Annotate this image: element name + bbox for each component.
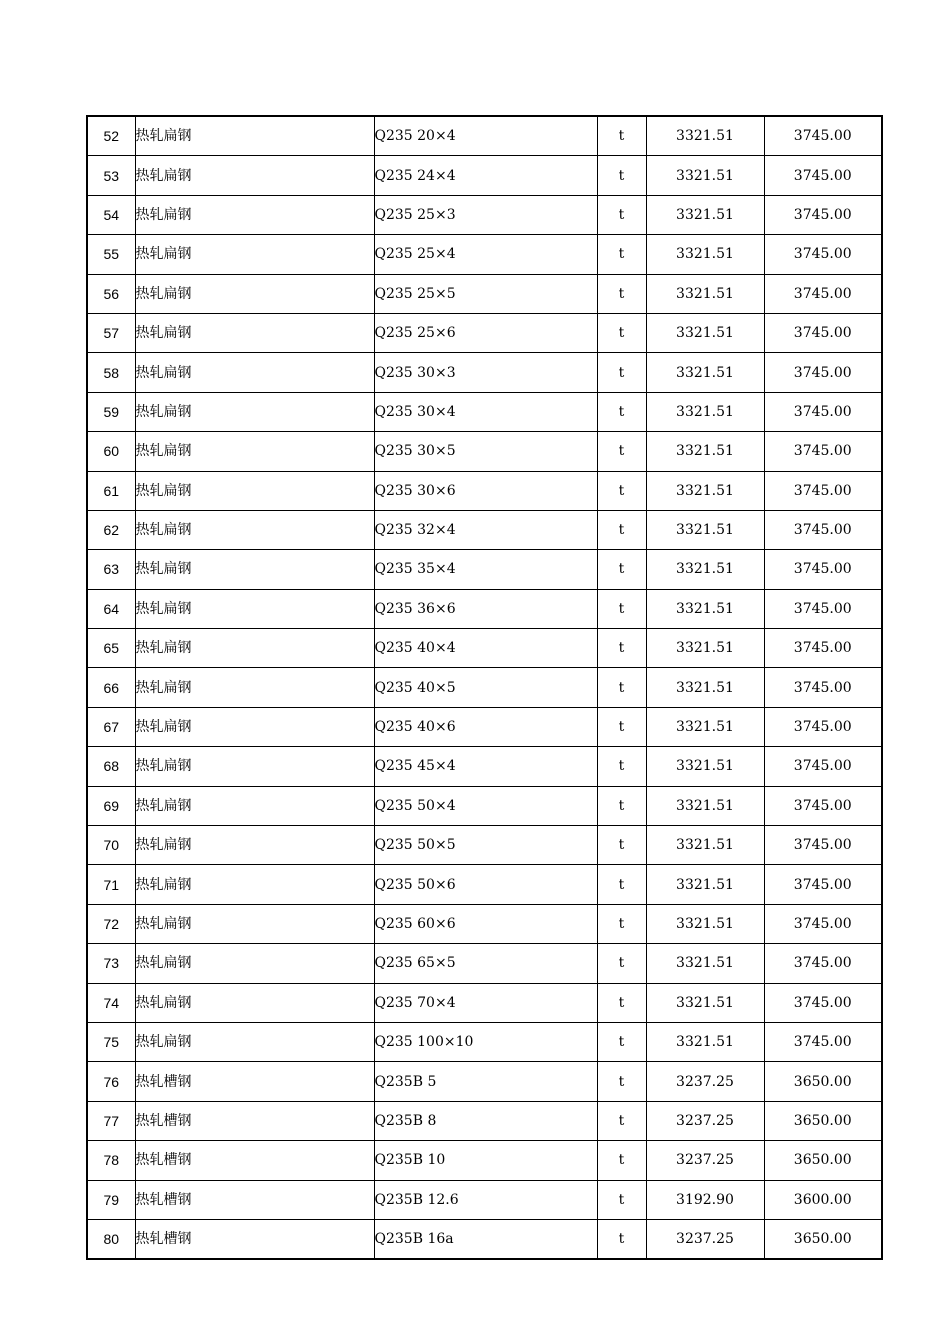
specification-cell: Q235 50×5 — [374, 826, 597, 865]
specification-cell: Q235 25×6 — [374, 313, 597, 352]
material-name-cell: 热轧槽钢 — [135, 1101, 374, 1140]
price-excl-tax-cell: 3321.51 — [646, 235, 764, 274]
price-excl-tax-cell: 3321.51 — [646, 826, 764, 865]
material-name-cell: 热轧扁钢 — [135, 235, 374, 274]
table-row — [87, 353, 882, 392]
row-number-cell: 74 — [87, 983, 135, 1022]
unit-cell: t — [597, 589, 646, 628]
row-number-cell: 64 — [87, 589, 135, 628]
row-number-cell: 80 — [87, 1219, 135, 1259]
specification-cell: Q235 30×5 — [374, 432, 597, 471]
unit-cell: t — [597, 353, 646, 392]
price-incl-tax-cell: 3745.00 — [764, 156, 882, 195]
price-excl-tax-cell: 3321.51 — [646, 550, 764, 589]
price-excl-tax-cell: 3321.51 — [646, 156, 764, 195]
price-incl-tax-cell: 3745.00 — [764, 944, 882, 983]
row-number-cell: 72 — [87, 904, 135, 943]
unit-cell: t — [597, 156, 646, 195]
row-number-cell: 53 — [87, 156, 135, 195]
price-table — [86, 115, 883, 1260]
material-name-cell: 热轧槽钢 — [135, 1062, 374, 1101]
specification-cell: Q235 40×4 — [374, 629, 597, 668]
material-name-cell: 热轧扁钢 — [135, 274, 374, 313]
unit-cell: t — [597, 1141, 646, 1180]
specification-cell: Q235 60×6 — [374, 904, 597, 943]
price-incl-tax-cell: 3650.00 — [764, 1101, 882, 1140]
table-row — [87, 904, 882, 943]
unit-cell: t — [597, 1219, 646, 1259]
table-row — [87, 1101, 882, 1140]
row-number-cell: 65 — [87, 629, 135, 668]
specification-cell: Q235 40×5 — [374, 668, 597, 707]
price-incl-tax-cell: 3745.00 — [764, 116, 882, 156]
material-name-cell: 热轧扁钢 — [135, 826, 374, 865]
row-number-cell: 79 — [87, 1180, 135, 1219]
row-number-cell: 63 — [87, 550, 135, 589]
price-excl-tax-cell: 3321.51 — [646, 747, 764, 786]
table-row — [87, 1219, 882, 1259]
material-name-cell: 热轧扁钢 — [135, 629, 374, 668]
specification-cell: Q235 36×6 — [374, 589, 597, 628]
specification-cell: Q235 35×4 — [374, 550, 597, 589]
table-row — [87, 589, 882, 628]
unit-cell: t — [597, 313, 646, 352]
price-excl-tax-cell: 3321.51 — [646, 983, 764, 1022]
price-incl-tax-cell: 3745.00 — [764, 707, 882, 746]
material-name-cell: 热轧扁钢 — [135, 510, 374, 549]
table-row — [87, 156, 882, 195]
price-excl-tax-cell: 3321.51 — [646, 510, 764, 549]
row-number-cell: 58 — [87, 353, 135, 392]
unit-cell: t — [597, 116, 646, 156]
material-name-cell: 热轧扁钢 — [135, 195, 374, 234]
price-incl-tax-cell: 3745.00 — [764, 550, 882, 589]
material-name-cell: 热轧扁钢 — [135, 707, 374, 746]
price-incl-tax-cell: 3745.00 — [764, 747, 882, 786]
price-excl-tax-cell: 3321.51 — [646, 707, 764, 746]
row-number-cell: 62 — [87, 510, 135, 549]
row-number-cell: 73 — [87, 944, 135, 983]
material-name-cell: 热轧槽钢 — [135, 1219, 374, 1259]
unit-cell: t — [597, 471, 646, 510]
table-row — [87, 1022, 882, 1061]
price-incl-tax-cell: 3745.00 — [764, 865, 882, 904]
price-excl-tax-cell: 3237.25 — [646, 1219, 764, 1259]
row-number-cell: 71 — [87, 865, 135, 904]
price-excl-tax-cell: 3237.25 — [646, 1101, 764, 1140]
price-incl-tax-cell: 3745.00 — [764, 313, 882, 352]
specification-cell: Q235 25×5 — [374, 274, 597, 313]
unit-cell: t — [597, 1101, 646, 1140]
row-number-cell: 56 — [87, 274, 135, 313]
price-excl-tax-cell: 3321.51 — [646, 353, 764, 392]
row-number-cell: 60 — [87, 432, 135, 471]
table-row — [87, 471, 882, 510]
material-name-cell: 热轧扁钢 — [135, 392, 374, 431]
price-incl-tax-cell: 3650.00 — [764, 1141, 882, 1180]
specification-cell: Q235 20×4 — [374, 116, 597, 156]
unit-cell: t — [597, 826, 646, 865]
specification-cell: Q235 30×6 — [374, 471, 597, 510]
price-incl-tax-cell: 3745.00 — [764, 235, 882, 274]
table-row — [87, 274, 882, 313]
specification-cell: Q235 70×4 — [374, 983, 597, 1022]
price-excl-tax-cell: 3321.51 — [646, 274, 764, 313]
price-excl-tax-cell: 3321.51 — [646, 392, 764, 431]
row-number-cell: 52 — [87, 116, 135, 156]
material-name-cell: 热轧扁钢 — [135, 747, 374, 786]
price-incl-tax-cell: 3650.00 — [764, 1219, 882, 1259]
price-incl-tax-cell: 3650.00 — [764, 1062, 882, 1101]
price-excl-tax-cell: 3321.51 — [646, 432, 764, 471]
table-row — [87, 747, 882, 786]
unit-cell: t — [597, 944, 646, 983]
price-incl-tax-cell: 3745.00 — [764, 471, 882, 510]
specification-cell: Q235B 16a — [374, 1219, 597, 1259]
material-name-cell: 热轧槽钢 — [135, 1141, 374, 1180]
price-incl-tax-cell: 3745.00 — [764, 629, 882, 668]
material-name-cell: 热轧扁钢 — [135, 865, 374, 904]
material-name-cell: 热轧扁钢 — [135, 156, 374, 195]
material-name-cell: 热轧扁钢 — [135, 353, 374, 392]
unit-cell: t — [597, 1180, 646, 1219]
table-row — [87, 944, 882, 983]
row-number-cell: 78 — [87, 1141, 135, 1180]
price-excl-tax-cell: 3192.90 — [646, 1180, 764, 1219]
table-row — [87, 392, 882, 431]
table-row — [87, 786, 882, 825]
unit-cell: t — [597, 668, 646, 707]
table-row — [87, 550, 882, 589]
price-incl-tax-cell: 3745.00 — [764, 983, 882, 1022]
unit-cell: t — [597, 432, 646, 471]
price-incl-tax-cell: 3745.00 — [764, 392, 882, 431]
unit-cell: t — [597, 707, 646, 746]
price-excl-tax-cell: 3321.51 — [646, 313, 764, 352]
table-body — [87, 116, 882, 1259]
row-number-cell: 75 — [87, 1022, 135, 1061]
price-incl-tax-cell: 3745.00 — [764, 195, 882, 234]
row-number-cell: 61 — [87, 471, 135, 510]
specification-cell: Q235B 12.6 — [374, 1180, 597, 1219]
material-name-cell: 热轧扁钢 — [135, 589, 374, 628]
material-name-cell: 热轧扁钢 — [135, 944, 374, 983]
table-row — [87, 668, 882, 707]
material-name-cell: 热轧扁钢 — [135, 313, 374, 352]
price-excl-tax-cell: 3237.25 — [646, 1062, 764, 1101]
price-incl-tax-cell: 3745.00 — [764, 589, 882, 628]
price-incl-tax-cell: 3745.00 — [764, 826, 882, 865]
row-number-cell: 77 — [87, 1101, 135, 1140]
unit-cell: t — [597, 195, 646, 234]
specification-cell: Q235 100×10 — [374, 1022, 597, 1061]
table-row — [87, 1062, 882, 1101]
specification-cell: Q235 40×6 — [374, 707, 597, 746]
unit-cell: t — [597, 983, 646, 1022]
material-name-cell: 热轧扁钢 — [135, 432, 374, 471]
unit-cell: t — [597, 392, 646, 431]
material-name-cell: 热轧扁钢 — [135, 471, 374, 510]
price-excl-tax-cell: 3321.51 — [646, 116, 764, 156]
table-row — [87, 1180, 882, 1219]
row-number-cell: 69 — [87, 786, 135, 825]
specification-cell: Q235 45×4 — [374, 747, 597, 786]
material-name-cell: 热轧扁钢 — [135, 983, 374, 1022]
unit-cell: t — [597, 510, 646, 549]
unit-cell: t — [597, 235, 646, 274]
row-number-cell: 57 — [87, 313, 135, 352]
unit-cell: t — [597, 1062, 646, 1101]
table-row — [87, 116, 882, 156]
unit-cell: t — [597, 550, 646, 589]
specification-cell: Q235B 10 — [374, 1141, 597, 1180]
unit-cell: t — [597, 1022, 646, 1061]
table-row — [87, 195, 882, 234]
row-number-cell: 76 — [87, 1062, 135, 1101]
material-name-cell: 热轧扁钢 — [135, 668, 374, 707]
row-number-cell: 66 — [87, 668, 135, 707]
table-row — [87, 313, 882, 352]
row-number-cell: 55 — [87, 235, 135, 274]
price-incl-tax-cell: 3745.00 — [764, 274, 882, 313]
specification-cell: Q235 24×4 — [374, 156, 597, 195]
price-incl-tax-cell: 3745.00 — [764, 432, 882, 471]
material-name-cell: 热轧扁钢 — [135, 1022, 374, 1061]
price-incl-tax-cell: 3745.00 — [764, 786, 882, 825]
price-excl-tax-cell: 3237.25 — [646, 1141, 764, 1180]
price-incl-tax-cell: 3745.00 — [764, 1022, 882, 1061]
price-incl-tax-cell: 3745.00 — [764, 353, 882, 392]
price-excl-tax-cell: 3321.51 — [646, 944, 764, 983]
price-incl-tax-cell: 3745.00 — [764, 904, 882, 943]
row-number-cell: 67 — [87, 707, 135, 746]
unit-cell: t — [597, 904, 646, 943]
unit-cell: t — [597, 629, 646, 668]
row-number-cell: 54 — [87, 195, 135, 234]
material-name-cell: 热轧扁钢 — [135, 116, 374, 156]
price-excl-tax-cell: 3321.51 — [646, 668, 764, 707]
material-name-cell: 热轧槽钢 — [135, 1180, 374, 1219]
price-excl-tax-cell: 3321.51 — [646, 1022, 764, 1061]
specification-cell: Q235B 8 — [374, 1101, 597, 1140]
specification-cell: Q235 50×6 — [374, 865, 597, 904]
specification-cell: Q235 25×3 — [374, 195, 597, 234]
specification-cell: Q235 30×3 — [374, 353, 597, 392]
table-row — [87, 707, 882, 746]
table-row — [87, 629, 882, 668]
material-name-cell: 热轧扁钢 — [135, 550, 374, 589]
table-row — [87, 865, 882, 904]
table-row — [87, 510, 882, 549]
price-excl-tax-cell: 3321.51 — [646, 471, 764, 510]
price-excl-tax-cell: 3321.51 — [646, 629, 764, 668]
row-number-cell: 68 — [87, 747, 135, 786]
price-excl-tax-cell: 3321.51 — [646, 904, 764, 943]
unit-cell: t — [597, 786, 646, 825]
specification-cell: Q235 65×5 — [374, 944, 597, 983]
row-number-cell: 59 — [87, 392, 135, 431]
table-row — [87, 432, 882, 471]
table-row — [87, 235, 882, 274]
unit-cell: t — [597, 865, 646, 904]
table-row — [87, 983, 882, 1022]
price-excl-tax-cell: 3321.51 — [646, 195, 764, 234]
specification-cell: Q235B 5 — [374, 1062, 597, 1101]
unit-cell: t — [597, 274, 646, 313]
specification-cell: Q235 50×4 — [374, 786, 597, 825]
specification-cell: Q235 32×4 — [374, 510, 597, 549]
table-row — [87, 1141, 882, 1180]
price-incl-tax-cell: 3745.00 — [764, 510, 882, 549]
row-number-cell: 70 — [87, 826, 135, 865]
price-excl-tax-cell: 3321.51 — [646, 589, 764, 628]
specification-cell: Q235 30×4 — [374, 392, 597, 431]
price-excl-tax-cell: 3321.51 — [646, 786, 764, 825]
price-excl-tax-cell: 3321.51 — [646, 865, 764, 904]
material-name-cell: 热轧扁钢 — [135, 904, 374, 943]
price-incl-tax-cell: 3745.00 — [764, 668, 882, 707]
table-row — [87, 826, 882, 865]
specification-cell: Q235 25×4 — [374, 235, 597, 274]
unit-cell: t — [597, 747, 646, 786]
price-incl-tax-cell: 3600.00 — [764, 1180, 882, 1219]
material-name-cell: 热轧扁钢 — [135, 786, 374, 825]
